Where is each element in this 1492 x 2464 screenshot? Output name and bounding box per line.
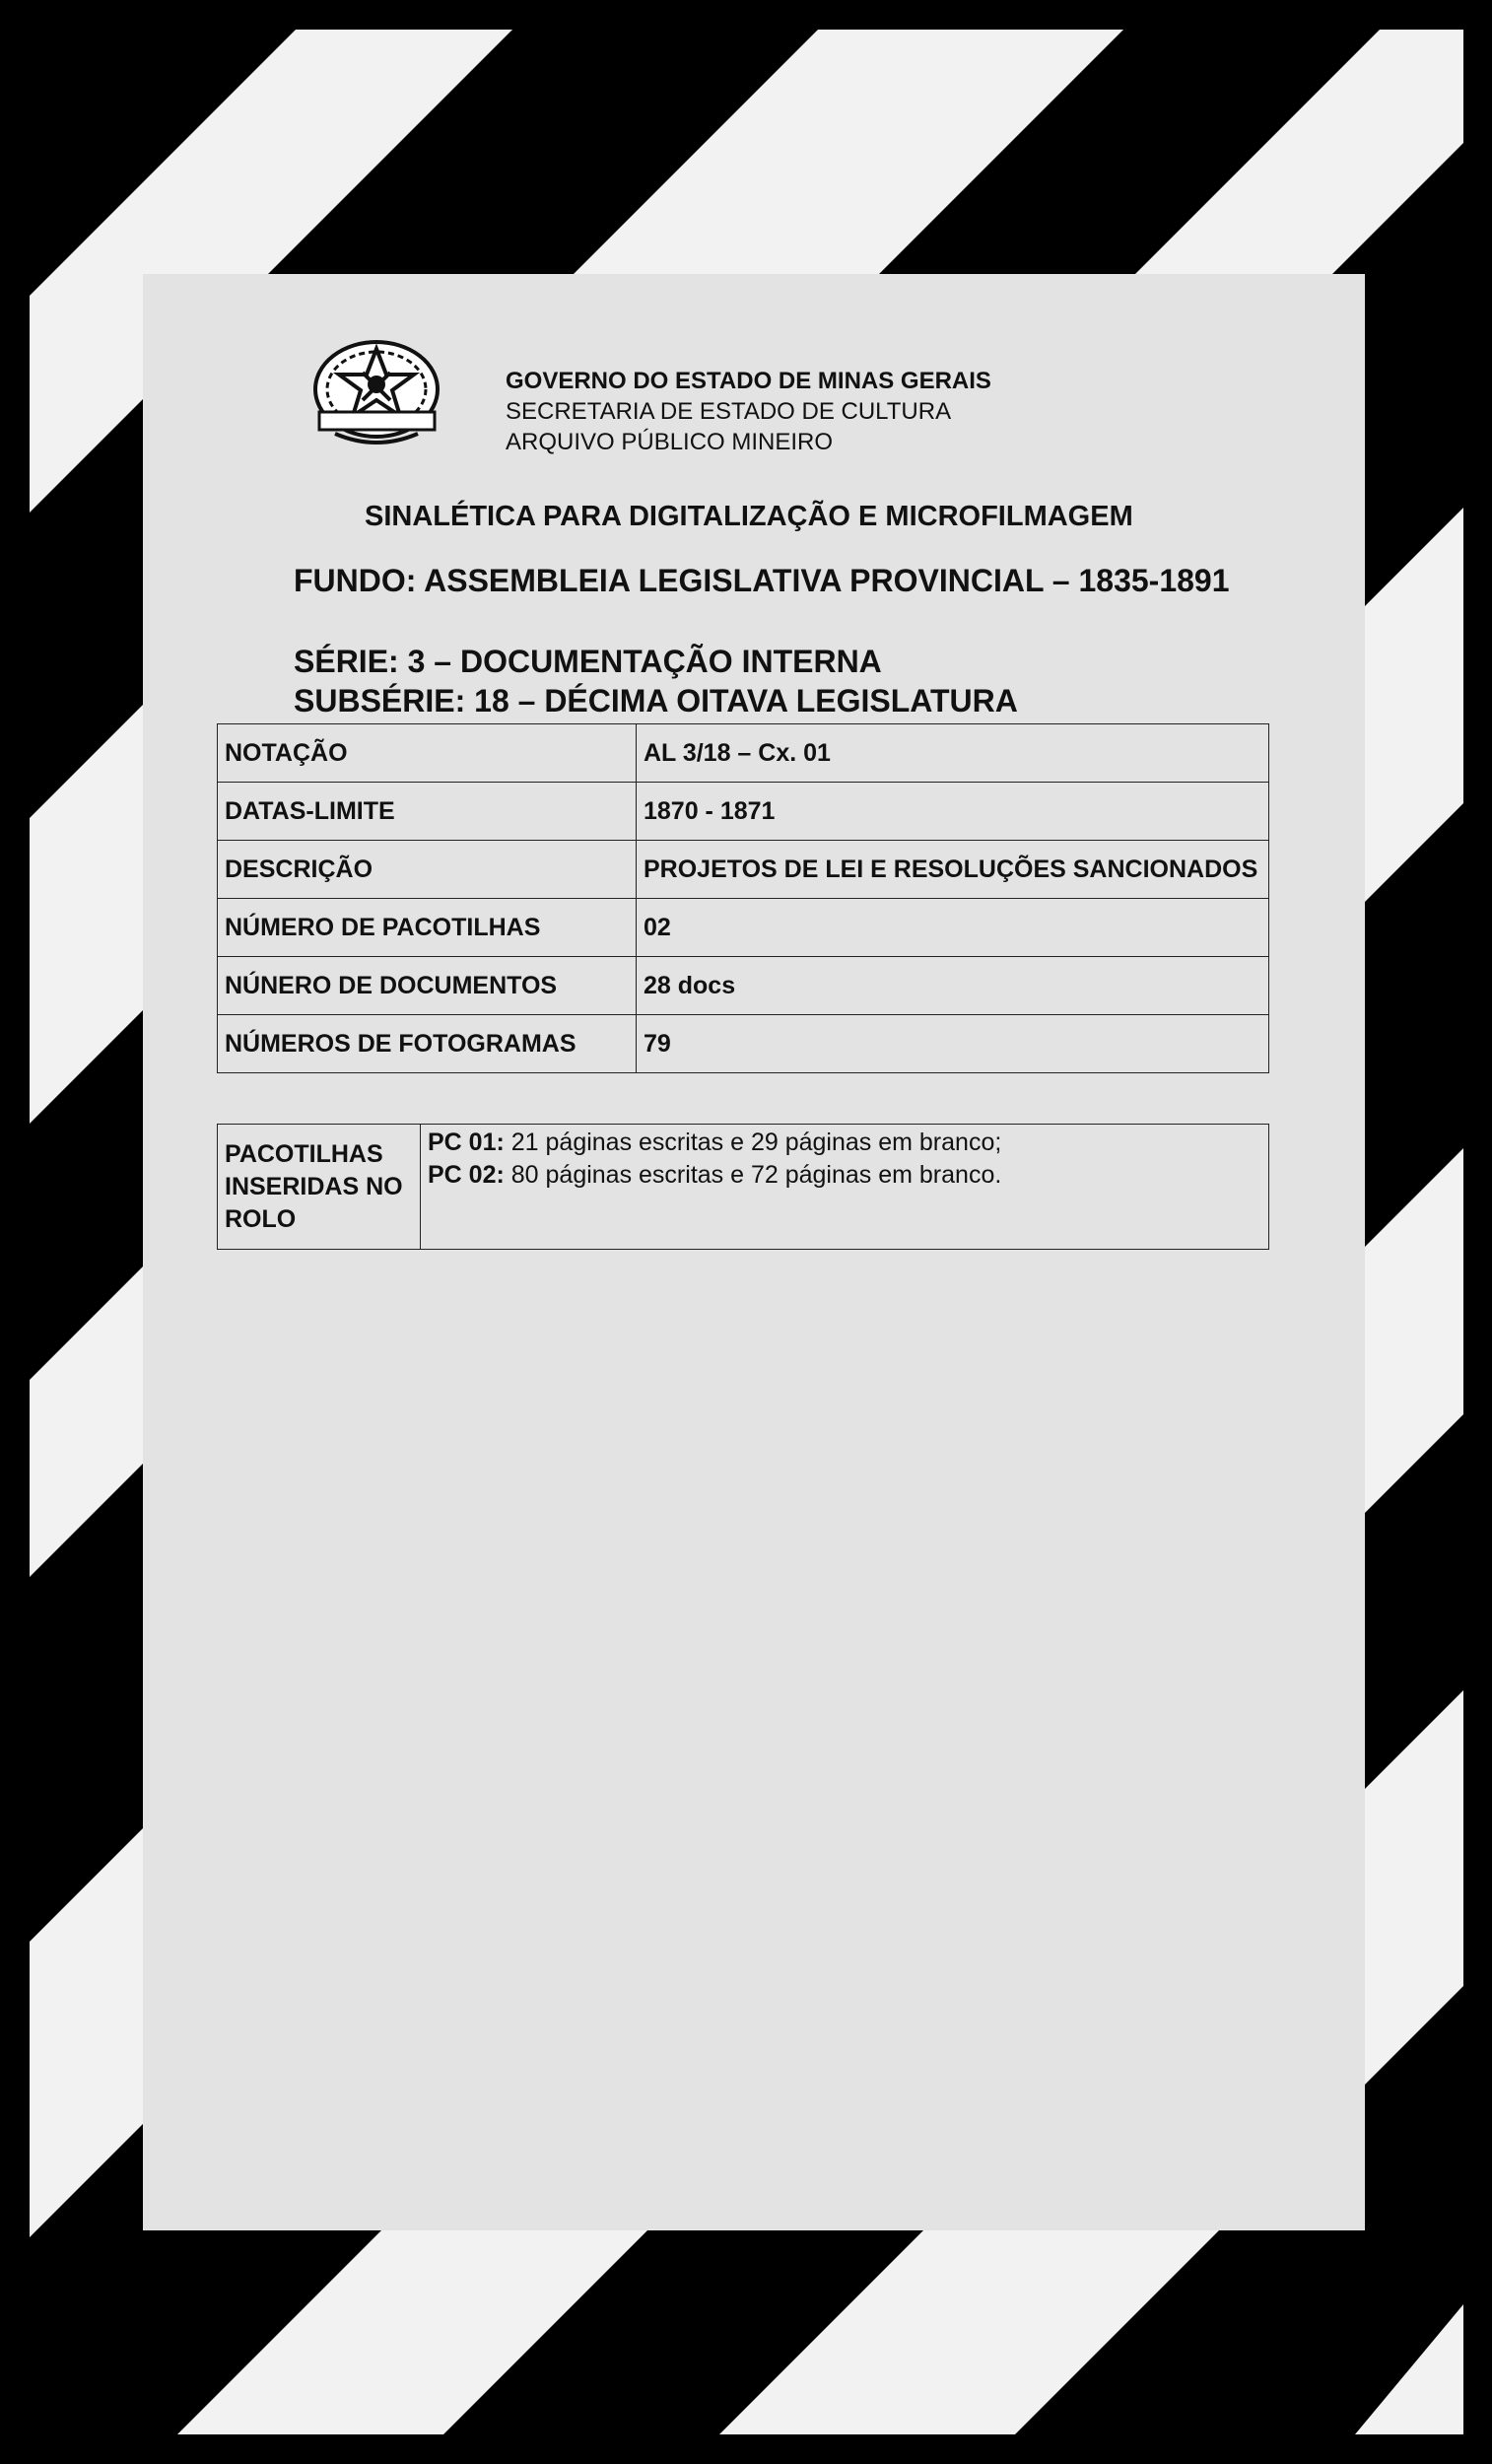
roll-label-line: PACOTILHAS — [225, 1140, 383, 1168]
datas-limite-value: 1870 - 1871 — [637, 783, 1269, 841]
pc-entry — [428, 1127, 1261, 1159]
descricao-label: DESCRIÇÃO — [218, 841, 637, 899]
descricao-value: PROJETOS DE LEI E RESOLUÇÕES SANCIONADOS — [637, 841, 1269, 899]
header-government: GOVERNO DO ESTADO DE MINAS GERAIS — [506, 368, 991, 394]
minas-gerais-coat-of-arms-icon — [305, 335, 448, 453]
documentos-count-label: NÚNERO DE DOCUMENTOS — [218, 957, 637, 1015]
pacotilhas-count-label: NÚMERO DE PACOTILHAS — [218, 899, 637, 957]
table-row — [218, 783, 1269, 841]
fundo-heading: FUNDO: ASSEMBLEIA LEGISLATIVA PROVINCIAL – 1835-1891 — [294, 563, 1230, 598]
pc-text: 80 páginas escritas e 72 páginas em branco. — [504, 1161, 1002, 1189]
table-row — [218, 899, 1269, 957]
serie-heading: SÉRIE: 3 – DOCUMENTAÇÃO INTERNA — [294, 644, 882, 679]
roll-label-line: INSERIDAS NO — [225, 1173, 403, 1200]
header-secretariat: SECRETARIA DE ESTADO DE CULTURA — [506, 398, 952, 425]
table-row — [218, 724, 1269, 783]
roll-table — [217, 1124, 1269, 1250]
header-archive: ARQUIVO PÚBLICO MINEIRO — [506, 429, 834, 455]
pc-entry — [428, 1159, 1261, 1192]
pc-code: PC 01: — [428, 1129, 505, 1156]
table-row — [218, 957, 1269, 1015]
table-row — [218, 1125, 1269, 1250]
datas-limite-label: DATAS-LIMITE — [218, 783, 637, 841]
documentos-count-value: 28 docs — [637, 957, 1269, 1015]
pc-code: PC 02: — [428, 1161, 505, 1189]
signage-sheet — [143, 274, 1365, 2230]
table-row — [218, 841, 1269, 899]
pacotilhas-count-value: 02 — [637, 899, 1269, 957]
table-row — [218, 1015, 1269, 1073]
notacao-label: NOTAÇÃO — [218, 724, 637, 783]
pc-text: 21 páginas escritas e 29 páginas em branco; — [504, 1129, 1002, 1156]
page-title: SINALÉTICA PARA DIGITALIZAÇÃO E MICROFILMAGEM — [365, 501, 1133, 532]
notacao-value: AL 3/18 – Cx. 01 — [637, 724, 1269, 783]
pacotilhas-roll-label — [218, 1125, 421, 1250]
subserie-heading: SUBSÉRIE: 18 – DÉCIMA OITAVA LEGISLATURA — [294, 683, 1018, 719]
pacotilhas-roll-value — [421, 1125, 1269, 1250]
fotogramas-count-value: 79 — [637, 1015, 1269, 1073]
fotogramas-count-label: NÚMEROS DE FOTOGRAMAS — [218, 1015, 637, 1073]
info-table — [217, 723, 1269, 1073]
roll-label-line: ROLO — [225, 1205, 297, 1233]
